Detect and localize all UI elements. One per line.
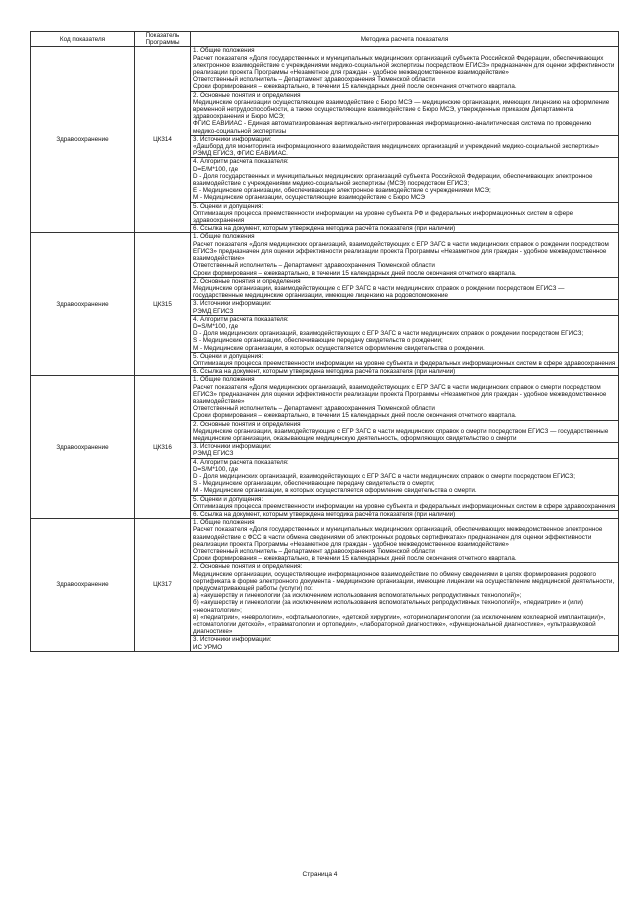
- method-section-text: 3. Источники информации: РЭМД ЕГИСЗ: [193, 300, 272, 315]
- method-section-text: 2. Основные понятия и определения: Медицинские организации, осуществляющие информационное взаимодействие по обмену сведениями в целях формирования родового сертификата в форме электронного документа - медицинские организации, имеющие лицензии на осуществление медицинской деятельности, предусматривающей работы (услуги) по: а) «акушерству и гинекологии (за исключением использования вспомогательных репродуктивных технологий)»; б) «акушерству и гинекологии (за исключением использования вспомогательных репродуктивных технологий)», «педиатрии» и (или) «неонатологии»; в) «педиатрии», «неврологии», «офтальмологии», «детской хирургии», «оториноларингологии (за исключением кохлеарной имплантации)», «стоматологии детской», «травматологии и ортопедии», «лабораторной диагностике», «функциональной диагностике», «ультразвуковой диагностике»: [193, 563, 615, 636]
- method-section-text: 4. Алгоритм расчета показателя: D=S/M*100, где D - Доля медицинских организаций, взаимодействующих с ЕГР ЗАГС в части медицинских справок о рождении посредством ЕГИСЗ; S - Медицинские организации, обеспечивающие передачу свидетельств о рождении; M - Медицинские организации, в которых осуществляется оформление свидетельства о рождении.: [193, 315, 584, 352]
- method-section: [191, 519, 619, 563]
- document-page: [30, 31, 618, 652]
- program-indicator: ЦК315: [135, 233, 191, 376]
- header-method: Методика расчета показателя: [191, 32, 619, 47]
- indicator-code: Здравоохранение: [31, 233, 135, 376]
- method-section: [191, 233, 619, 277]
- method-section-text: 4. Алгоритм расчета показателя: D=S/M*100, где D - Доля медицинских организаций, взаимодействующих с ЕГР ЗАГС в части медицинских справок о смерти посредством ЕГИСЗ; S - Медицинские организации, обеспечивающие передачу свидетельств о смерти; M - Медицинские организации, в которых осуществляется оформление свидетельства о смерти.: [193, 458, 576, 495]
- method-section-text: 1. Общие положения Расчет показателя «Доля государственных и муниципальных медицинских организаций, обеспечивающих межведомственное электронное взаимодействие с ФСС в части обмена сведениями об электронных родовых сертификатах» предназначен для оценки эффективности реализации проекта Программы «Незаметное для граждан - удобное межведомственное взаимодействие» Ответственный исполнитель – Департамент здравоохранения Тюменской области Сроки формирования – ежеквартально, в течении 15 календарных дней после окончания отчетного квартала.: [193, 519, 603, 563]
- page-number: Страница 4: [302, 871, 338, 878]
- table-row: [31, 519, 619, 563]
- table-row: [31, 47, 619, 91]
- method-section-text: 5. Оценки и допущения: Оптимизация процесса преемственности информации на уровне субъекта РФ и федеральных информационных систем в сфере здравоохранения: [193, 202, 574, 225]
- table-header-row: [31, 32, 619, 47]
- method-section-text: 1. Общие положения Расчет показателя «Доля медицинских организаций, взаимодействующих с ЕГР ЗАГС в части медицинских справок о смерти посредством ЕГИСЗ» предназначен для оценки эффективности реализации проекта Программы «Незаметное для граждан - удобное межведомственное взаимодействие» Ответственный исполнитель – Департамент здравоохранения Тюменской области Сроки формирования – ежеквартально, в течении 15 календарных дней после окончания отчетного квартала.: [193, 376, 607, 420]
- method-section: [191, 158, 619, 202]
- indicator-code: Здравоохранение: [31, 519, 135, 652]
- method-section-text: 1. Общие положения Расчет показателя «Доля медицинских организаций, взаимодействующих с ЕГР ЗАГС в части медицинских справок о рождении посредством ЕГИСЗ» предназначен для оценки эффективности реализации проекта Программы «Незаметное для граждан - удобное межведомственное взаимодействие» Ответственный исполнитель – Департамент здравоохранения Тюменской области Сроки формирования – ежеквартально, в течении 15 календарных дней после окончания отчетного квартала.: [193, 233, 609, 277]
- method-section-text: 6. Ссылка на документ, которым утверждена методика расчёта показателя (при наличии): [193, 368, 456, 376]
- method-section: [191, 495, 619, 510]
- method-section-text: 2. Основные понятия и определения Медицинские организации, взаимодействующие с ЕГР ЗАГС в части медицинских справок о смерти посредством ЕГИСЗ — государственные медицинские организации, оказывающие медицинскую деятельность, оформляющих свидетельство о смерти: [193, 420, 609, 442]
- method-section-text: 3. Источники информации: ИС УРМО: [193, 636, 272, 651]
- method-section-text: 6. Ссылка на документ, которым утверждена методика расчёта показателя (при наличии): [193, 225, 456, 233]
- method-section: [191, 636, 619, 651]
- method-section: [191, 135, 619, 158]
- method-section: [191, 91, 619, 135]
- method-section: [191, 376, 619, 420]
- method-section-text: 2. Основные понятия и определения Медицинские организации осуществляющие взаимодействие с Бюро МСЭ — медицинские организации, имеющих лицензию на оформление временной нетрудоспособности, а также осуществляющие взаимодействие с Бюро МСЭ, утвержденные приказом Департамента здравоохранения и Бюро МСЭ; ФГИС ЕАВИИАС - Единая автоматизированная вертикально-интегрированная информационно-аналитическая система по проведению медико-социальной экспертизы: [193, 91, 610, 135]
- indicator-code: Здравоохранение: [31, 376, 135, 519]
- program-indicator: ЦК317: [135, 519, 191, 652]
- program-indicator: ЦК316: [135, 376, 191, 519]
- method-section-text: 6. Ссылка на документ, которым утверждена методика расчёта показателя (при наличии): [193, 511, 456, 518]
- header-program: Показатель Программы: [135, 32, 191, 47]
- method-section-text: 4. Алгоритм расчета показателя: D=E/M*100, где D - Доля государственных и муниципальных медицинских организаций субъекта Российской Федерации, обеспечивающих электронное взаимодействие с учреждениями медико-социальной экспертизы (МСЭ) посредством ЕГИСЗ; E - Медицинские организации, обеспечивающие электронное взаимодействие с учреждениями МСЭ; M - Медицинские организации, осуществляющие взаимодействие с Бюро МСЭ: [193, 158, 593, 202]
- table-row: [31, 376, 619, 420]
- method-section: [191, 202, 619, 225]
- method-section-text: 3. Источники информации: «Дашборд для мониторинга информационного взаимодействия медицинских организаций и учреждений медико-социальной экспертизы» РЭМД ЕГИСЗ, ФГИС ЕАВИИАС.: [193, 135, 600, 158]
- method-section: [191, 458, 619, 495]
- method-section: [191, 563, 619, 636]
- method-section: [191, 368, 619, 376]
- method-section: [191, 47, 619, 91]
- method-section-text: 3. Источники информации: РЭМД ЕГИСЗ: [193, 443, 272, 458]
- method-section-text: 2. Основные понятия и определения Медицинские организации, взаимодействующие с ЕГР ЗАГС в части медицинских справок о рождении посредством ЕГИСЗ — государственные медицинские организации, имеющие лицензию на родовспоможение: [193, 277, 565, 300]
- table-row: [31, 233, 619, 277]
- method-section: [191, 511, 619, 519]
- method-section-text: 5. Оценки и допущения: Оптимизация процесса преемственности информации на уровне субъекта и федеральных информационных систем в сфере здравоохранения: [193, 352, 616, 367]
- method-section: [191, 300, 619, 315]
- method-section: [191, 352, 619, 367]
- method-section: [191, 443, 619, 458]
- method-section-text: 5. Оценки и допущения: Оптимизация процесса преемственности информации на уровне субъекта и федеральных информационных систем в сфере здравоохранения: [193, 495, 616, 510]
- method-section-text: 1. Общие положения Расчет показателя «Доля государственных и муниципальных медицинских организаций субъекта Российской Федерации, обеспечивающих электронное взаимодействие с учреждениями медико-социальной экспертизы посредством ЕГИСЗ» предназначен для оценки эффективности реализации проекта Программы «Незаметное для граждан - удобное межведомственное взаимодействие» Ответственный исполнитель – Департамент здравоохранения Тюменской области Сроки формирования – ежеквартально, в течении 15 календарных дней после окончания отчетного квартала.: [193, 47, 615, 91]
- header-code: Код показателя: [31, 32, 135, 47]
- program-indicator: ЦК314: [135, 47, 191, 233]
- methodology-table: [30, 31, 619, 652]
- method-section: [191, 315, 619, 352]
- method-section: [191, 277, 619, 300]
- method-section: [191, 420, 619, 443]
- method-section: [191, 225, 619, 233]
- indicator-code: Здравоохранение: [31, 47, 135, 233]
